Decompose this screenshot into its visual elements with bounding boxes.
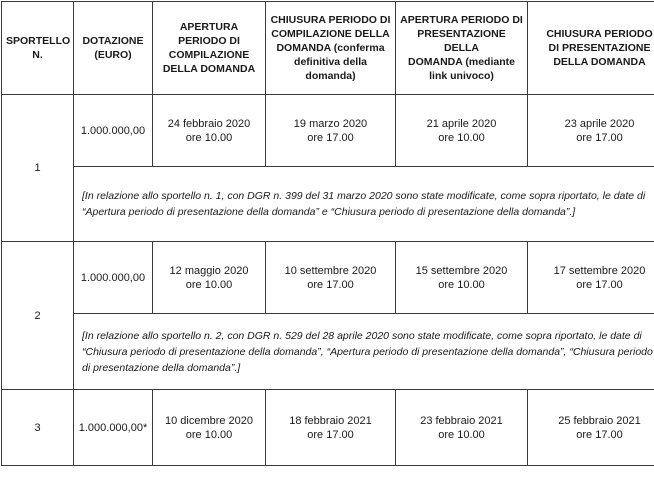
header-dotazione-line: (EURO): [94, 49, 132, 61]
time-text: ore 17.00: [576, 131, 623, 144]
header-chiusura-presentazione-line: DELLA DOMANDA: [553, 56, 646, 68]
header-apertura-presentazione-line: PRESENTAZIONE DELLA: [417, 28, 506, 54]
date-text: 10 dicembre 2020: [164, 414, 254, 427]
time-text: ore 17.00: [307, 428, 354, 441]
chiusura-presentazione-cell: [528, 95, 654, 167]
apertura-compilazione-cell: [153, 390, 266, 466]
header-apertura-presentazione-line: DOMANDA (mediante: [408, 56, 515, 68]
sportelli-table: [1, 1, 654, 466]
date-text: 18 febbraio 2021: [289, 414, 372, 427]
time-text: ore 17.00: [576, 278, 623, 291]
date-text: 24 febbraio 2020: [167, 117, 251, 130]
chiusura-compilazione-cell: [266, 390, 396, 466]
header-apertura-presentazione-line: link univoco): [429, 70, 494, 82]
note-row: [2, 167, 654, 242]
header-dotazione: [74, 2, 153, 95]
time-text: ore 10.00: [185, 131, 233, 144]
time-text: ore 10.00: [185, 278, 233, 291]
sportello-number: 3: [2, 390, 74, 466]
apertura-compilazione-cell: [153, 242, 266, 314]
chiusura-presentazione-cell: [528, 390, 654, 466]
header-dotazione-line: DOTAZIONE: [82, 35, 144, 47]
note-row: [2, 314, 654, 390]
header-row: [2, 2, 654, 95]
header-chiusura-compilazione-line: definitiva della: [294, 56, 367, 68]
time-text: ore 17.00: [576, 428, 623, 441]
header-apertura-compilazione-line: DELLA DOMANDA: [162, 63, 256, 75]
date-text: 17 settembre 2020: [553, 264, 646, 277]
date-text: 15 settembre 2020: [415, 264, 508, 277]
header-chiusura-compilazione-line: COMPILAZIONE DELLA: [271, 28, 390, 40]
header-sportello-line: N.: [32, 49, 43, 61]
header-chiusura-presentazione-line: DI PRESENTAZIONE: [548, 42, 651, 54]
time-text: ore 10.00: [185, 428, 233, 441]
table-row: [2, 390, 654, 466]
time-text: ore 10.00: [438, 131, 485, 144]
date-text: 21 aprile 2020: [426, 117, 497, 130]
time-text: ore 17.00: [307, 131, 354, 144]
header-apertura-compilazione-line: APERTURA: [179, 21, 239, 33]
dotazione-value: 1.000.000,00*: [74, 390, 153, 466]
apertura-presentazione-cell: [396, 390, 528, 466]
note-text: [In relazione allo sportello n. 1, con DGR n. 399 del 31 marzo 2020 sono state modificate, come sopra riportato, le date di “Apertura periodo di presentazione della domanda” e “Chiusura periodo di presentazione della domanda”.]: [82, 190, 646, 218]
date-text: 23 aprile 2020: [564, 117, 635, 130]
date-text: 25 febbraio 2021: [558, 414, 641, 427]
header-chiusura-compilazione-line: DOMANDA (conferma: [276, 42, 385, 54]
header-sportello-line: SPORTELLO: [6, 35, 71, 47]
apertura-compilazione-cell: [153, 95, 266, 167]
header-chiusura-presentazione-line: CHIUSURA PERIODO: [546, 28, 653, 40]
chiusura-compilazione-cell: [266, 95, 396, 167]
note-text: [In relazione allo sportello n. 2, con DGR n. 529 del 28 aprile 2020 sono state modificate, come sopra riportato, le date di “Chiusura periodo di presentazione della domanda”, “Apertura periodo di presentazione della domanda”, “Chiusura periodo di presentazione della domanda”.]: [82, 329, 653, 374]
dotazione-value: 1.000.000,00: [74, 242, 153, 314]
date-text: 12 maggio 2020: [169, 264, 249, 277]
date-text: 23 febbraio 2021: [420, 414, 503, 427]
apertura-presentazione-cell: [396, 242, 528, 314]
header-chiusura-compilazione-line: CHIUSURA PERIODO DI: [270, 14, 391, 26]
time-text: ore 10.00: [438, 428, 485, 441]
time-text: ore 10.00: [438, 278, 485, 291]
sportello-number: 2: [2, 242, 74, 390]
sportello-number: 1: [2, 95, 74, 242]
header-apertura-presentazione: [396, 2, 528, 95]
date-text: 19 marzo 2020: [293, 117, 368, 130]
header-apertura-compilazione-line: COMPILAZIONE: [168, 49, 250, 61]
header-apertura-compilazione: [153, 2, 266, 95]
header-apertura-compilazione-line: PERIODO DI: [178, 35, 240, 47]
table-row: [2, 95, 654, 167]
header-apertura-presentazione-line: APERTURA PERIODO DI: [400, 14, 523, 26]
note-cell: [74, 167, 654, 242]
header-sportello: [2, 2, 74, 95]
table-row: [2, 242, 654, 314]
note-cell: [74, 314, 654, 390]
header-chiusura-presentazione: [528, 2, 654, 95]
header-chiusura-compilazione: [266, 2, 396, 95]
chiusura-presentazione-cell: [528, 242, 654, 314]
dotazione-value: 1.000.000,00: [74, 95, 153, 167]
header-chiusura-compilazione-line: domanda): [305, 70, 356, 82]
chiusura-compilazione-cell: [266, 242, 396, 314]
date-text: 10 settembre 2020: [284, 264, 377, 277]
time-text: ore 17.00: [307, 278, 354, 291]
apertura-presentazione-cell: [396, 95, 528, 167]
